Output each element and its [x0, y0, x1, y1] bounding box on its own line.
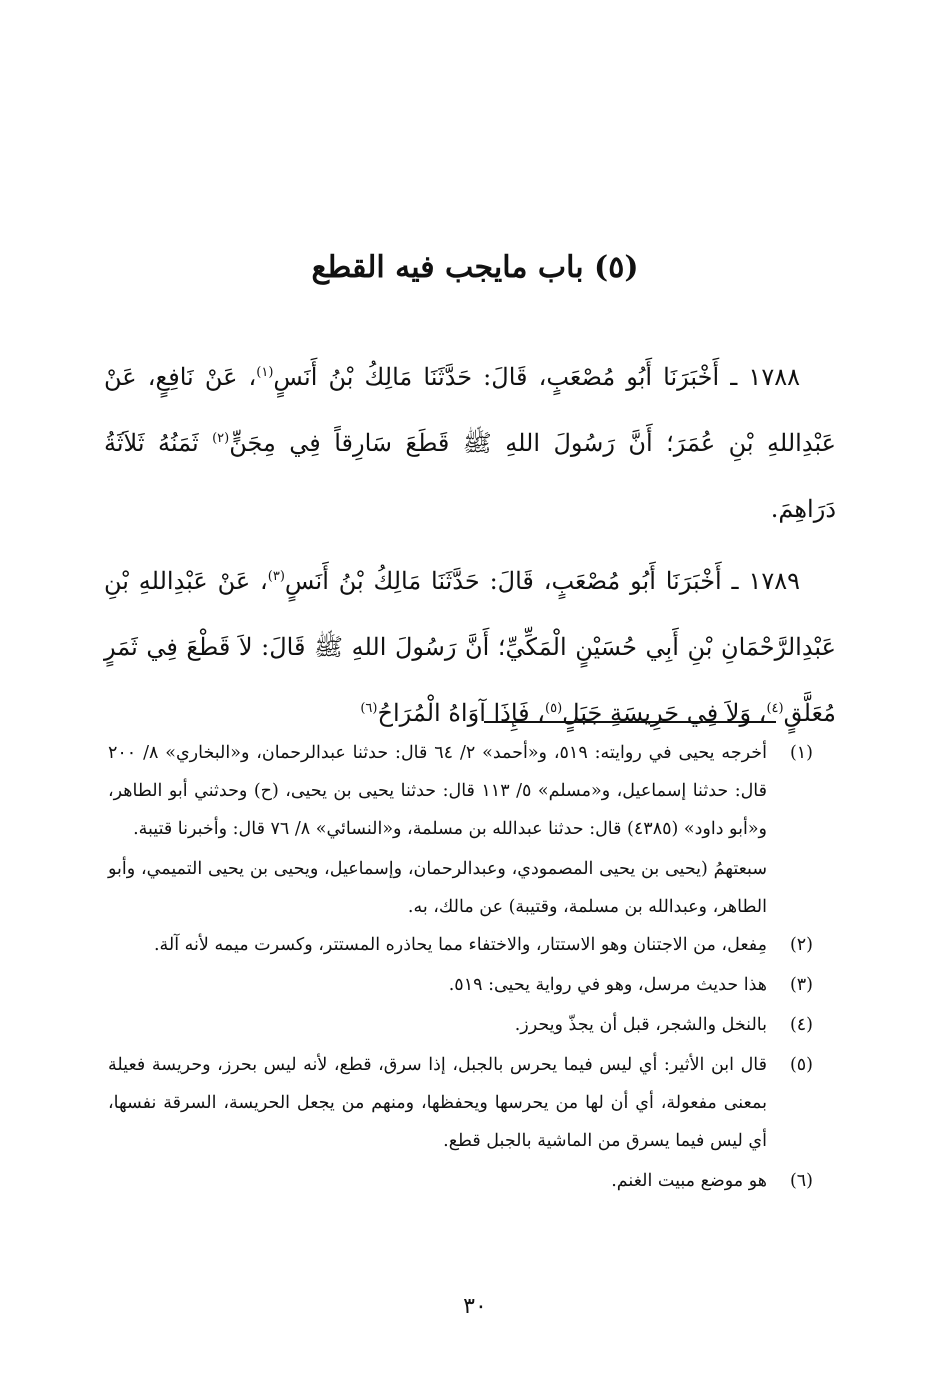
hadith-number: ١٧٨٨	[748, 363, 800, 391]
footnote	[108, 926, 813, 964]
hadith-text: ـ أَخْبَرَنَا أَبُو مُصْعَبٍ، قَالَ: حَدَّثَنَا مَالِكُ بْنُ أَنَسٍ	[273, 363, 738, 391]
footnote-text: هو موضع مبيت الغنم.	[611, 1171, 767, 1191]
footnote-number: (٦)	[789, 1171, 813, 1191]
footnote-number: (٢)	[789, 935, 813, 955]
footnote-continuation: سبعتهمُ (يحيى بن يحيى المصمودي، وعبدالرحمان، وإسماعيل، ويحيى بن يحيى التميمي، وأبو الطاهر، وعبدالله بن مسلمة، وقتيبة) عن مالك، به.	[108, 859, 767, 917]
footnote-marker[interactable]: (٣)	[267, 569, 285, 584]
hadith-text: ، وَلاَ فِي حَرِيسَةِ جَبَلٍ	[562, 699, 767, 727]
footnote-text: بالنخل والشجر، قبل أن يجذّ ويحرز.	[514, 1015, 767, 1035]
main-text	[104, 344, 836, 746]
hadith-text: ـ أَخْبَرَنَا أَبُو مُصْعَبٍ، قَالَ: حَدَّثَنَا مَالِكُ بْنُ أَنَسٍ	[284, 567, 739, 595]
footnote-number: (١)	[789, 743, 813, 763]
footnote-text: هذا حديث مرسل، وهو في رواية يحيى: ٥١٩.	[448, 975, 767, 995]
footnote	[108, 1162, 813, 1200]
footnote	[108, 966, 813, 1004]
hadith-paragraph	[104, 344, 836, 542]
hadith-text: ، فَإِذَا آوَاهُ الْمُرَاحُ	[377, 699, 545, 727]
chapter-title: (٥) باب مايجب فيه القطع	[311, 250, 639, 285]
footnotes-section	[108, 734, 813, 1200]
footnote	[108, 734, 813, 848]
footnote	[108, 1046, 813, 1160]
hadith-number: ١٧٨٩	[748, 567, 800, 595]
footnote-marker[interactable]: (٢)	[212, 431, 230, 446]
footnote	[108, 1006, 813, 1044]
footnote-separator	[484, 721, 776, 723]
footnote-number: (٤)	[789, 1015, 813, 1035]
footnote-text: مِفعل، من الاجتنان وهو الاستتار، والاختفاء مما يحاذره المستتر، وكسرت ميمه لأنه آلة.	[153, 935, 767, 955]
footnote-number: (٣)	[789, 975, 813, 995]
footnote-marker[interactable]: (٤)	[766, 701, 784, 716]
footnote-text: قال ابن الأثير: أي ليس فيما يحرس بالجبل، إذا سرق، قطع، لأنه ليس بحرز، وحريسة فعيلة بمعنى مفعولة، أي أن لها من يحرسها ويحفظها، ومنهم من يجعل الحريسة، السرقة نفسها، أي ليس فيما يسرق من الماشية بالجبل قطع.	[108, 1055, 767, 1151]
footnote-number: (٥)	[789, 1055, 813, 1075]
hadith-text: ثَمَنُهُ ثَلاَثَةُ دَرَاهِمَ.	[104, 429, 836, 523]
footnote-marker[interactable]: (١)	[256, 365, 274, 380]
footnote-marker[interactable]: (٥)	[545, 701, 563, 716]
hadith-text: ، عَنْ عَبْدِاللهِ بْنِ عَبْدِالرَّحْمَانِ بْنِ أَبِي حُسَيْنٍ الْمَكِّيِّ؛ أَنَّ رَسُولَ اللهِ ﷺ قَالَ: لاَ قَطْعَ فِي ثَمَرٍ مُعَلَّقٍ	[104, 567, 836, 727]
footnote-marker[interactable]: (٦)	[360, 701, 378, 716]
hadith-text: ، عَنْ نَافِعٍ، عَنْ عَبْدِاللهِ بْنِ عُمَرَ؛ أَنَّ رَسُولَ اللهِ ﷺ قَطَعَ سَارِقاً فِي مِجَنٍّ	[104, 363, 837, 457]
hadith-paragraph	[104, 548, 836, 746]
page-number: ٣٠	[463, 1294, 487, 1319]
footnote-text: أخرجه يحيى في روايته: ٥١٩، و«أحمد» ٢/ ٦٤ قال: حدثنا عبدالرحمان، و«البخاري» ٨/ ٢٠٠ قال: حدثنا إسماعيل، و«مسلم» ٥/ ١١٣ قال: حدثنا يحيى بن يحيى، (ح) وحدثني أبو الطاهر، و«أبو داود» (٤٣٨٥) قال: حدثنا عبدالله بن مسلمة، و«النسائي» ٨/ ٧٦ قال: وأخبرنا قتيبة.	[108, 743, 768, 839]
